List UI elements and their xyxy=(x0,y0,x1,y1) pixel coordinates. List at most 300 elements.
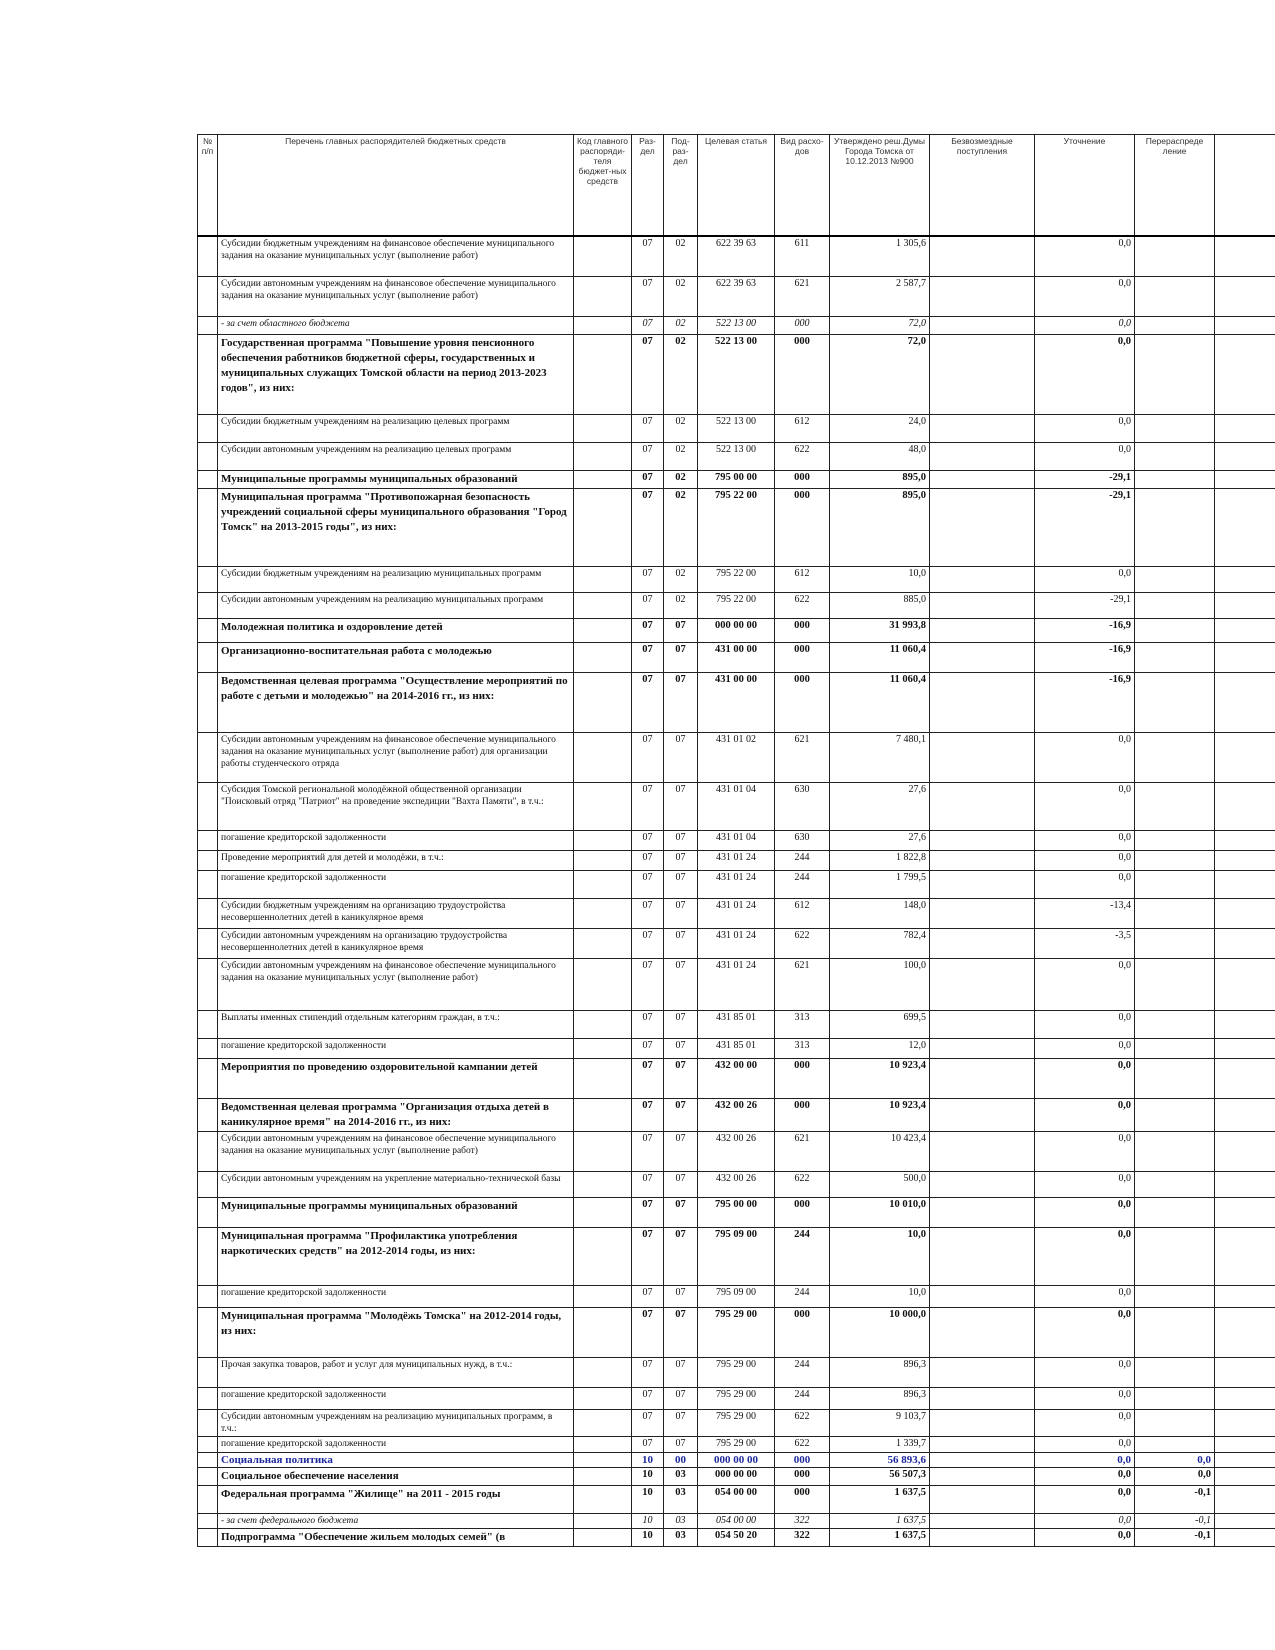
header-approved: Утверждено реш.Думы Города Томска от 10.12.2013 №900 xyxy=(830,135,930,237)
cell-redistribution xyxy=(1135,316,1215,334)
cell-podrazdel: 07 xyxy=(664,850,698,870)
budget-table xyxy=(197,134,1275,1547)
cell-redistribution xyxy=(1135,1058,1215,1098)
cell-num xyxy=(198,488,218,566)
cell-vid: 622 xyxy=(775,1409,830,1436)
cell-num xyxy=(198,276,218,316)
table-row xyxy=(198,592,1275,618)
header-code: Код главного распоряди-теля бюджет-ных средств xyxy=(574,135,632,237)
header-extra xyxy=(1215,135,1275,237)
cell-podrazdel: 07 xyxy=(664,898,698,928)
cell-name: Ведомственная целевая программа "Организация отдыха детей в каникулярное время" на 2014-2016 гг., из них: xyxy=(218,1098,574,1131)
cell-podrazdel: 07 xyxy=(664,1436,698,1452)
cell-target: 431 01 24 xyxy=(698,958,775,1010)
cell-target: 000 00 00 xyxy=(698,1467,775,1485)
table-row xyxy=(198,1307,1275,1357)
cell-approved: 10 000,0 xyxy=(830,1307,930,1357)
cell-target: 431 01 24 xyxy=(698,928,775,958)
cell-clarification: 0,0 xyxy=(1035,850,1135,870)
cell-gratis xyxy=(930,1098,1035,1131)
cell-name: Ведомственная целевая программа "Осуществление мероприятий по работе с детьми и молодежью" на 2014-2016 гг., из них: xyxy=(218,672,574,732)
cell-name: Субсидии автономным учреждениям на финансовое обеспечение муниципального задания на оказание муниципальных услуг (выполнение работ) xyxy=(218,958,574,1010)
cell-num xyxy=(198,414,218,442)
cell-code xyxy=(574,1197,632,1227)
cell-num xyxy=(198,1285,218,1307)
header-razdel: Раз-дел xyxy=(632,135,664,237)
table-row xyxy=(198,1452,1275,1467)
cell-razdel: 10 xyxy=(632,1513,664,1528)
cell-razdel: 07 xyxy=(632,1171,664,1197)
cell-clarification: 0,0 xyxy=(1035,782,1135,830)
cell-code xyxy=(574,850,632,870)
cell-approved: 782,4 xyxy=(830,928,930,958)
cell-redistribution xyxy=(1135,1171,1215,1197)
cell-vid: 000 xyxy=(775,334,830,414)
cell-clarification: 0,0 xyxy=(1035,1387,1135,1409)
cell-clarification: -16,9 xyxy=(1035,672,1135,732)
cell-gratis xyxy=(930,1528,1035,1546)
cell-vid: 630 xyxy=(775,830,830,850)
cell-gratis xyxy=(930,1357,1035,1387)
cell-razdel: 07 xyxy=(632,618,664,642)
cell-code xyxy=(574,1387,632,1409)
cell-podrazdel: 02 xyxy=(664,276,698,316)
cell-gratis xyxy=(930,1010,1035,1038)
cell-gratis xyxy=(930,316,1035,334)
cell-extra xyxy=(1215,334,1275,414)
cell-name: Социальное обеспечение населения xyxy=(218,1467,574,1485)
cell-clarification: 0,0 xyxy=(1035,276,1135,316)
cell-target: 432 00 26 xyxy=(698,1131,775,1171)
table-row xyxy=(198,1171,1275,1197)
table-row xyxy=(198,1227,1275,1285)
cell-num xyxy=(198,672,218,732)
cell-clarification: 0,0 xyxy=(1035,1357,1135,1387)
cell-extra xyxy=(1215,618,1275,642)
table-row xyxy=(198,1098,1275,1131)
cell-num xyxy=(198,592,218,618)
table-row xyxy=(198,898,1275,928)
cell-podrazdel: 07 xyxy=(664,1227,698,1285)
cell-gratis xyxy=(930,1131,1035,1171)
cell-extra xyxy=(1215,1058,1275,1098)
cell-code xyxy=(574,316,632,334)
cell-gratis xyxy=(930,414,1035,442)
table-row xyxy=(198,732,1275,782)
cell-vid: 244 xyxy=(775,1387,830,1409)
cell-num xyxy=(198,870,218,898)
table-row xyxy=(198,1513,1275,1528)
cell-target: 431 00 00 xyxy=(698,672,775,732)
cell-extra xyxy=(1215,1357,1275,1387)
cell-razdel: 07 xyxy=(632,1197,664,1227)
cell-redistribution xyxy=(1135,334,1215,414)
cell-name: Федеральная программа "Жилище" на 2011 - 2015 годы xyxy=(218,1485,574,1513)
cell-gratis xyxy=(930,1227,1035,1285)
cell-target: 522 13 00 xyxy=(698,334,775,414)
cell-code xyxy=(574,618,632,642)
cell-podrazdel: 03 xyxy=(664,1485,698,1513)
cell-clarification: 0,0 xyxy=(1035,1307,1135,1357)
cell-extra xyxy=(1215,442,1275,470)
cell-name: Подпрограмма "Обеспечение жильем молодых семей" (в xyxy=(218,1528,574,1546)
cell-num xyxy=(198,1307,218,1357)
cell-podrazdel: 02 xyxy=(664,442,698,470)
cell-approved: 56 893,6 xyxy=(830,1452,930,1467)
cell-podrazdel: 02 xyxy=(664,236,698,276)
cell-redistribution xyxy=(1135,1227,1215,1285)
cell-clarification: -16,9 xyxy=(1035,642,1135,672)
cell-approved: 72,0 xyxy=(830,334,930,414)
cell-name: погашение кредиторской задолженности xyxy=(218,830,574,850)
cell-razdel: 07 xyxy=(632,276,664,316)
cell-extra xyxy=(1215,414,1275,442)
cell-extra xyxy=(1215,1513,1275,1528)
header-name: Перечень главных распорядителей бюджетных средств xyxy=(218,135,574,237)
cell-razdel: 07 xyxy=(632,442,664,470)
table-row xyxy=(198,1485,1275,1513)
cell-name: погашение кредиторской задолженности xyxy=(218,1436,574,1452)
cell-vid: 621 xyxy=(775,732,830,782)
cell-code xyxy=(574,1467,632,1485)
cell-approved: 895,0 xyxy=(830,488,930,566)
cell-gratis xyxy=(930,850,1035,870)
cell-approved: 1 637,5 xyxy=(830,1485,930,1513)
cell-extra xyxy=(1215,1010,1275,1038)
cell-approved: 10,0 xyxy=(830,566,930,592)
table-row xyxy=(198,1197,1275,1227)
cell-extra xyxy=(1215,1038,1275,1058)
table-row xyxy=(198,316,1275,334)
cell-approved: 27,6 xyxy=(830,782,930,830)
cell-target: 000 00 00 xyxy=(698,618,775,642)
cell-vid: 622 xyxy=(775,1436,830,1452)
cell-redistribution xyxy=(1135,1098,1215,1131)
cell-clarification: 0,0 xyxy=(1035,1171,1135,1197)
cell-extra xyxy=(1215,1387,1275,1409)
cell-gratis xyxy=(930,1485,1035,1513)
cell-razdel: 10 xyxy=(632,1528,664,1546)
cell-code xyxy=(574,1058,632,1098)
cell-gratis xyxy=(930,276,1035,316)
cell-podrazdel: 03 xyxy=(664,1467,698,1485)
cell-target: 522 13 00 xyxy=(698,442,775,470)
cell-podrazdel: 07 xyxy=(664,1307,698,1357)
cell-name: Субсидии бюджетным учреждениям на реализацию целевых программ xyxy=(218,414,574,442)
table-row xyxy=(198,928,1275,958)
cell-podrazdel: 03 xyxy=(664,1513,698,1528)
table-row xyxy=(198,1467,1275,1485)
cell-razdel: 07 xyxy=(632,1409,664,1436)
cell-razdel: 07 xyxy=(632,488,664,566)
cell-podrazdel: 02 xyxy=(664,316,698,334)
header-redistribution: Перераспреде ление xyxy=(1135,135,1215,237)
cell-vid: 000 xyxy=(775,672,830,732)
cell-vid: 622 xyxy=(775,442,830,470)
table-row xyxy=(198,1010,1275,1038)
table-row xyxy=(198,850,1275,870)
cell-vid: 000 xyxy=(775,470,830,488)
cell-extra xyxy=(1215,958,1275,1010)
cell-code xyxy=(574,928,632,958)
table-row xyxy=(198,782,1275,830)
cell-target: 054 00 00 xyxy=(698,1513,775,1528)
cell-vid: 244 xyxy=(775,870,830,898)
cell-podrazdel: 07 xyxy=(664,1409,698,1436)
cell-razdel: 07 xyxy=(632,1038,664,1058)
cell-target: 431 01 24 xyxy=(698,870,775,898)
cell-approved: 31 993,8 xyxy=(830,618,930,642)
cell-clarification: 0,0 xyxy=(1035,870,1135,898)
cell-num xyxy=(198,1528,218,1546)
cell-extra xyxy=(1215,830,1275,850)
cell-target: 000 00 00 xyxy=(698,1452,775,1467)
cell-num xyxy=(198,1409,218,1436)
cell-target: 431 01 02 xyxy=(698,732,775,782)
cell-vid: 622 xyxy=(775,1171,830,1197)
cell-vid: 000 xyxy=(775,1197,830,1227)
cell-vid: 000 xyxy=(775,316,830,334)
cell-extra xyxy=(1215,1171,1275,1197)
cell-name: Субсидии автономным учреждениям на финансовое обеспечение муниципального задания на оказание муниципальных услуг (выполнение работ) для организации работы студенческого отряда xyxy=(218,732,574,782)
cell-num xyxy=(198,470,218,488)
table-row xyxy=(198,1285,1275,1307)
cell-approved: 27,6 xyxy=(830,830,930,850)
cell-razdel: 07 xyxy=(632,1010,664,1038)
cell-num xyxy=(198,642,218,672)
cell-code xyxy=(574,236,632,276)
cell-podrazdel: 07 xyxy=(664,870,698,898)
table-row xyxy=(198,334,1275,414)
cell-podrazdel: 02 xyxy=(664,470,698,488)
cell-code xyxy=(574,1485,632,1513)
cell-name: Прочая закупка товаров, работ и услуг для муниципальных нужд, в т.ч.: xyxy=(218,1357,574,1387)
cell-target: 622 39 63 xyxy=(698,236,775,276)
cell-code xyxy=(574,958,632,1010)
cell-num xyxy=(198,1227,218,1285)
cell-gratis xyxy=(930,566,1035,592)
cell-approved: 12,0 xyxy=(830,1038,930,1058)
cell-gratis xyxy=(930,1452,1035,1467)
table-row xyxy=(198,1409,1275,1436)
cell-clarification: 0,0 xyxy=(1035,1485,1135,1513)
cell-podrazdel: 07 xyxy=(664,732,698,782)
cell-gratis xyxy=(930,1387,1035,1409)
cell-gratis xyxy=(930,1513,1035,1528)
cell-redistribution xyxy=(1135,276,1215,316)
cell-gratis xyxy=(930,470,1035,488)
cell-target: 431 01 24 xyxy=(698,850,775,870)
table-row xyxy=(198,566,1275,592)
cell-vid: 612 xyxy=(775,414,830,442)
table-row xyxy=(198,1387,1275,1409)
cell-extra xyxy=(1215,850,1275,870)
cell-vid: 630 xyxy=(775,782,830,830)
header-gratis: Безвозмездные поступления xyxy=(930,135,1035,237)
cell-approved: 1 822,8 xyxy=(830,850,930,870)
cell-approved: 895,0 xyxy=(830,470,930,488)
cell-redistribution xyxy=(1135,642,1215,672)
cell-extra xyxy=(1215,566,1275,592)
cell-target: 795 00 00 xyxy=(698,470,775,488)
cell-clarification: 0,0 xyxy=(1035,1058,1135,1098)
cell-code xyxy=(574,1010,632,1038)
cell-extra xyxy=(1215,1227,1275,1285)
cell-vid: 612 xyxy=(775,566,830,592)
cell-extra xyxy=(1215,1485,1275,1513)
cell-num xyxy=(198,1010,218,1038)
cell-approved: 24,0 xyxy=(830,414,930,442)
cell-clarification: -3,5 xyxy=(1035,928,1135,958)
cell-approved: 699,5 xyxy=(830,1010,930,1038)
cell-gratis xyxy=(930,870,1035,898)
cell-redistribution xyxy=(1135,470,1215,488)
cell-code xyxy=(574,1131,632,1171)
cell-code xyxy=(574,276,632,316)
cell-name: Субсидии автономным учреждениям на реализацию муниципальных программ xyxy=(218,592,574,618)
cell-num xyxy=(198,928,218,958)
cell-num xyxy=(198,782,218,830)
cell-redistribution xyxy=(1135,850,1215,870)
cell-redistribution: -0,1 xyxy=(1135,1513,1215,1528)
cell-name: Проведение мероприятий для детей и молодёжи, в т.ч.: xyxy=(218,850,574,870)
cell-num xyxy=(198,1452,218,1467)
cell-code xyxy=(574,592,632,618)
cell-clarification: 0,0 xyxy=(1035,1010,1135,1038)
cell-clarification: 0,0 xyxy=(1035,236,1135,276)
cell-name: - за счет федерального бюджета xyxy=(218,1513,574,1528)
cell-num xyxy=(198,334,218,414)
cell-clarification: 0,0 xyxy=(1035,830,1135,850)
cell-code xyxy=(574,898,632,928)
cell-extra xyxy=(1215,870,1275,898)
cell-clarification: 0,0 xyxy=(1035,1227,1135,1285)
cell-extra xyxy=(1215,732,1275,782)
cell-gratis xyxy=(930,442,1035,470)
cell-target: 795 22 00 xyxy=(698,566,775,592)
cell-name: Субсидии автономным учреждениям на укрепление материально-технической базы xyxy=(218,1171,574,1197)
table-row xyxy=(198,870,1275,898)
cell-extra xyxy=(1215,1528,1275,1546)
cell-gratis xyxy=(930,830,1035,850)
table-row xyxy=(198,672,1275,732)
cell-extra xyxy=(1215,1409,1275,1436)
table-row xyxy=(198,1131,1275,1171)
cell-clarification: 0,0 xyxy=(1035,566,1135,592)
cell-clarification: 0,0 xyxy=(1035,1197,1135,1227)
cell-podrazdel: 02 xyxy=(664,334,698,414)
cell-redistribution xyxy=(1135,958,1215,1010)
cell-redistribution xyxy=(1135,1285,1215,1307)
cell-gratis xyxy=(930,732,1035,782)
cell-razdel: 07 xyxy=(632,566,664,592)
cell-clarification: -16,9 xyxy=(1035,618,1135,642)
cell-name: Государственная программа "Повышение уровня пенсионного обеспечения работников бюджетной сферы, государственных и муниципальных служащих Томской области на период 2013-2023 годов", из них: xyxy=(218,334,574,414)
cell-razdel: 07 xyxy=(632,236,664,276)
cell-code xyxy=(574,642,632,672)
cell-gratis xyxy=(930,1058,1035,1098)
cell-code xyxy=(574,672,632,732)
cell-target: 795 22 00 xyxy=(698,592,775,618)
cell-razdel: 07 xyxy=(632,1058,664,1098)
cell-gratis xyxy=(930,334,1035,414)
cell-target: 054 00 00 xyxy=(698,1485,775,1513)
cell-podrazdel: 07 xyxy=(664,1010,698,1038)
cell-extra xyxy=(1215,1436,1275,1452)
cell-target: 795 29 00 xyxy=(698,1357,775,1387)
cell-vid: 244 xyxy=(775,1227,830,1285)
cell-num xyxy=(198,1038,218,1058)
cell-clarification: -29,1 xyxy=(1035,592,1135,618)
cell-code xyxy=(574,732,632,782)
cell-name: Субсидии автономным учреждениям на финансовое обеспечение муниципального задания на оказание муниципальных услуг (выполнение работ) xyxy=(218,1131,574,1171)
cell-razdel: 07 xyxy=(632,1387,664,1409)
cell-target: 795 29 00 xyxy=(698,1409,775,1436)
header-num: № п/п xyxy=(198,135,218,237)
cell-clarification: 0,0 xyxy=(1035,1038,1135,1058)
cell-code xyxy=(574,1513,632,1528)
cell-razdel: 07 xyxy=(632,1098,664,1131)
cell-approved: 10,0 xyxy=(830,1285,930,1307)
cell-gratis xyxy=(930,1436,1035,1452)
cell-code xyxy=(574,488,632,566)
cell-name: Субсидии бюджетным учреждениям на финансовое обеспечение муниципального задания на оказание муниципальных услуг (выполнение работ) xyxy=(218,236,574,276)
cell-redistribution xyxy=(1135,782,1215,830)
cell-extra xyxy=(1215,470,1275,488)
cell-clarification: -13,4 xyxy=(1035,898,1135,928)
cell-redistribution xyxy=(1135,1409,1215,1436)
cell-num xyxy=(198,566,218,592)
cell-extra xyxy=(1215,642,1275,672)
cell-approved: 500,0 xyxy=(830,1171,930,1197)
cell-num xyxy=(198,1058,218,1098)
cell-approved: 10,0 xyxy=(830,1227,930,1285)
cell-target: 795 09 00 xyxy=(698,1227,775,1285)
cell-clarification: 0,0 xyxy=(1035,1131,1135,1171)
cell-name: погашение кредиторской задолженности xyxy=(218,1285,574,1307)
cell-target: 432 00 26 xyxy=(698,1098,775,1131)
cell-podrazdel: 07 xyxy=(664,1131,698,1171)
cell-razdel: 07 xyxy=(632,334,664,414)
cell-podrazdel: 07 xyxy=(664,1038,698,1058)
cell-extra xyxy=(1215,1197,1275,1227)
table-body xyxy=(198,236,1275,1546)
cell-target: 431 85 01 xyxy=(698,1010,775,1038)
table-row xyxy=(198,958,1275,1010)
cell-vid: 000 xyxy=(775,1485,830,1513)
table-row xyxy=(198,414,1275,442)
cell-target: 431 01 04 xyxy=(698,830,775,850)
cell-clarification: 0,0 xyxy=(1035,1528,1135,1546)
cell-redistribution xyxy=(1135,618,1215,642)
cell-razdel: 07 xyxy=(632,850,664,870)
cell-vid: 244 xyxy=(775,1357,830,1387)
cell-vid: 622 xyxy=(775,928,830,958)
cell-redistribution xyxy=(1135,1387,1215,1409)
cell-redistribution xyxy=(1135,1357,1215,1387)
cell-redistribution xyxy=(1135,870,1215,898)
cell-approved: 11 060,4 xyxy=(830,642,930,672)
cell-approved: 72,0 xyxy=(830,316,930,334)
cell-redistribution: 0,0 xyxy=(1135,1467,1215,1485)
cell-code xyxy=(574,1307,632,1357)
cell-redistribution xyxy=(1135,928,1215,958)
cell-approved: 100,0 xyxy=(830,958,930,1010)
cell-razdel: 07 xyxy=(632,1436,664,1452)
cell-gratis xyxy=(930,1467,1035,1485)
cell-razdel: 10 xyxy=(632,1452,664,1467)
cell-podrazdel: 07 xyxy=(664,1098,698,1131)
